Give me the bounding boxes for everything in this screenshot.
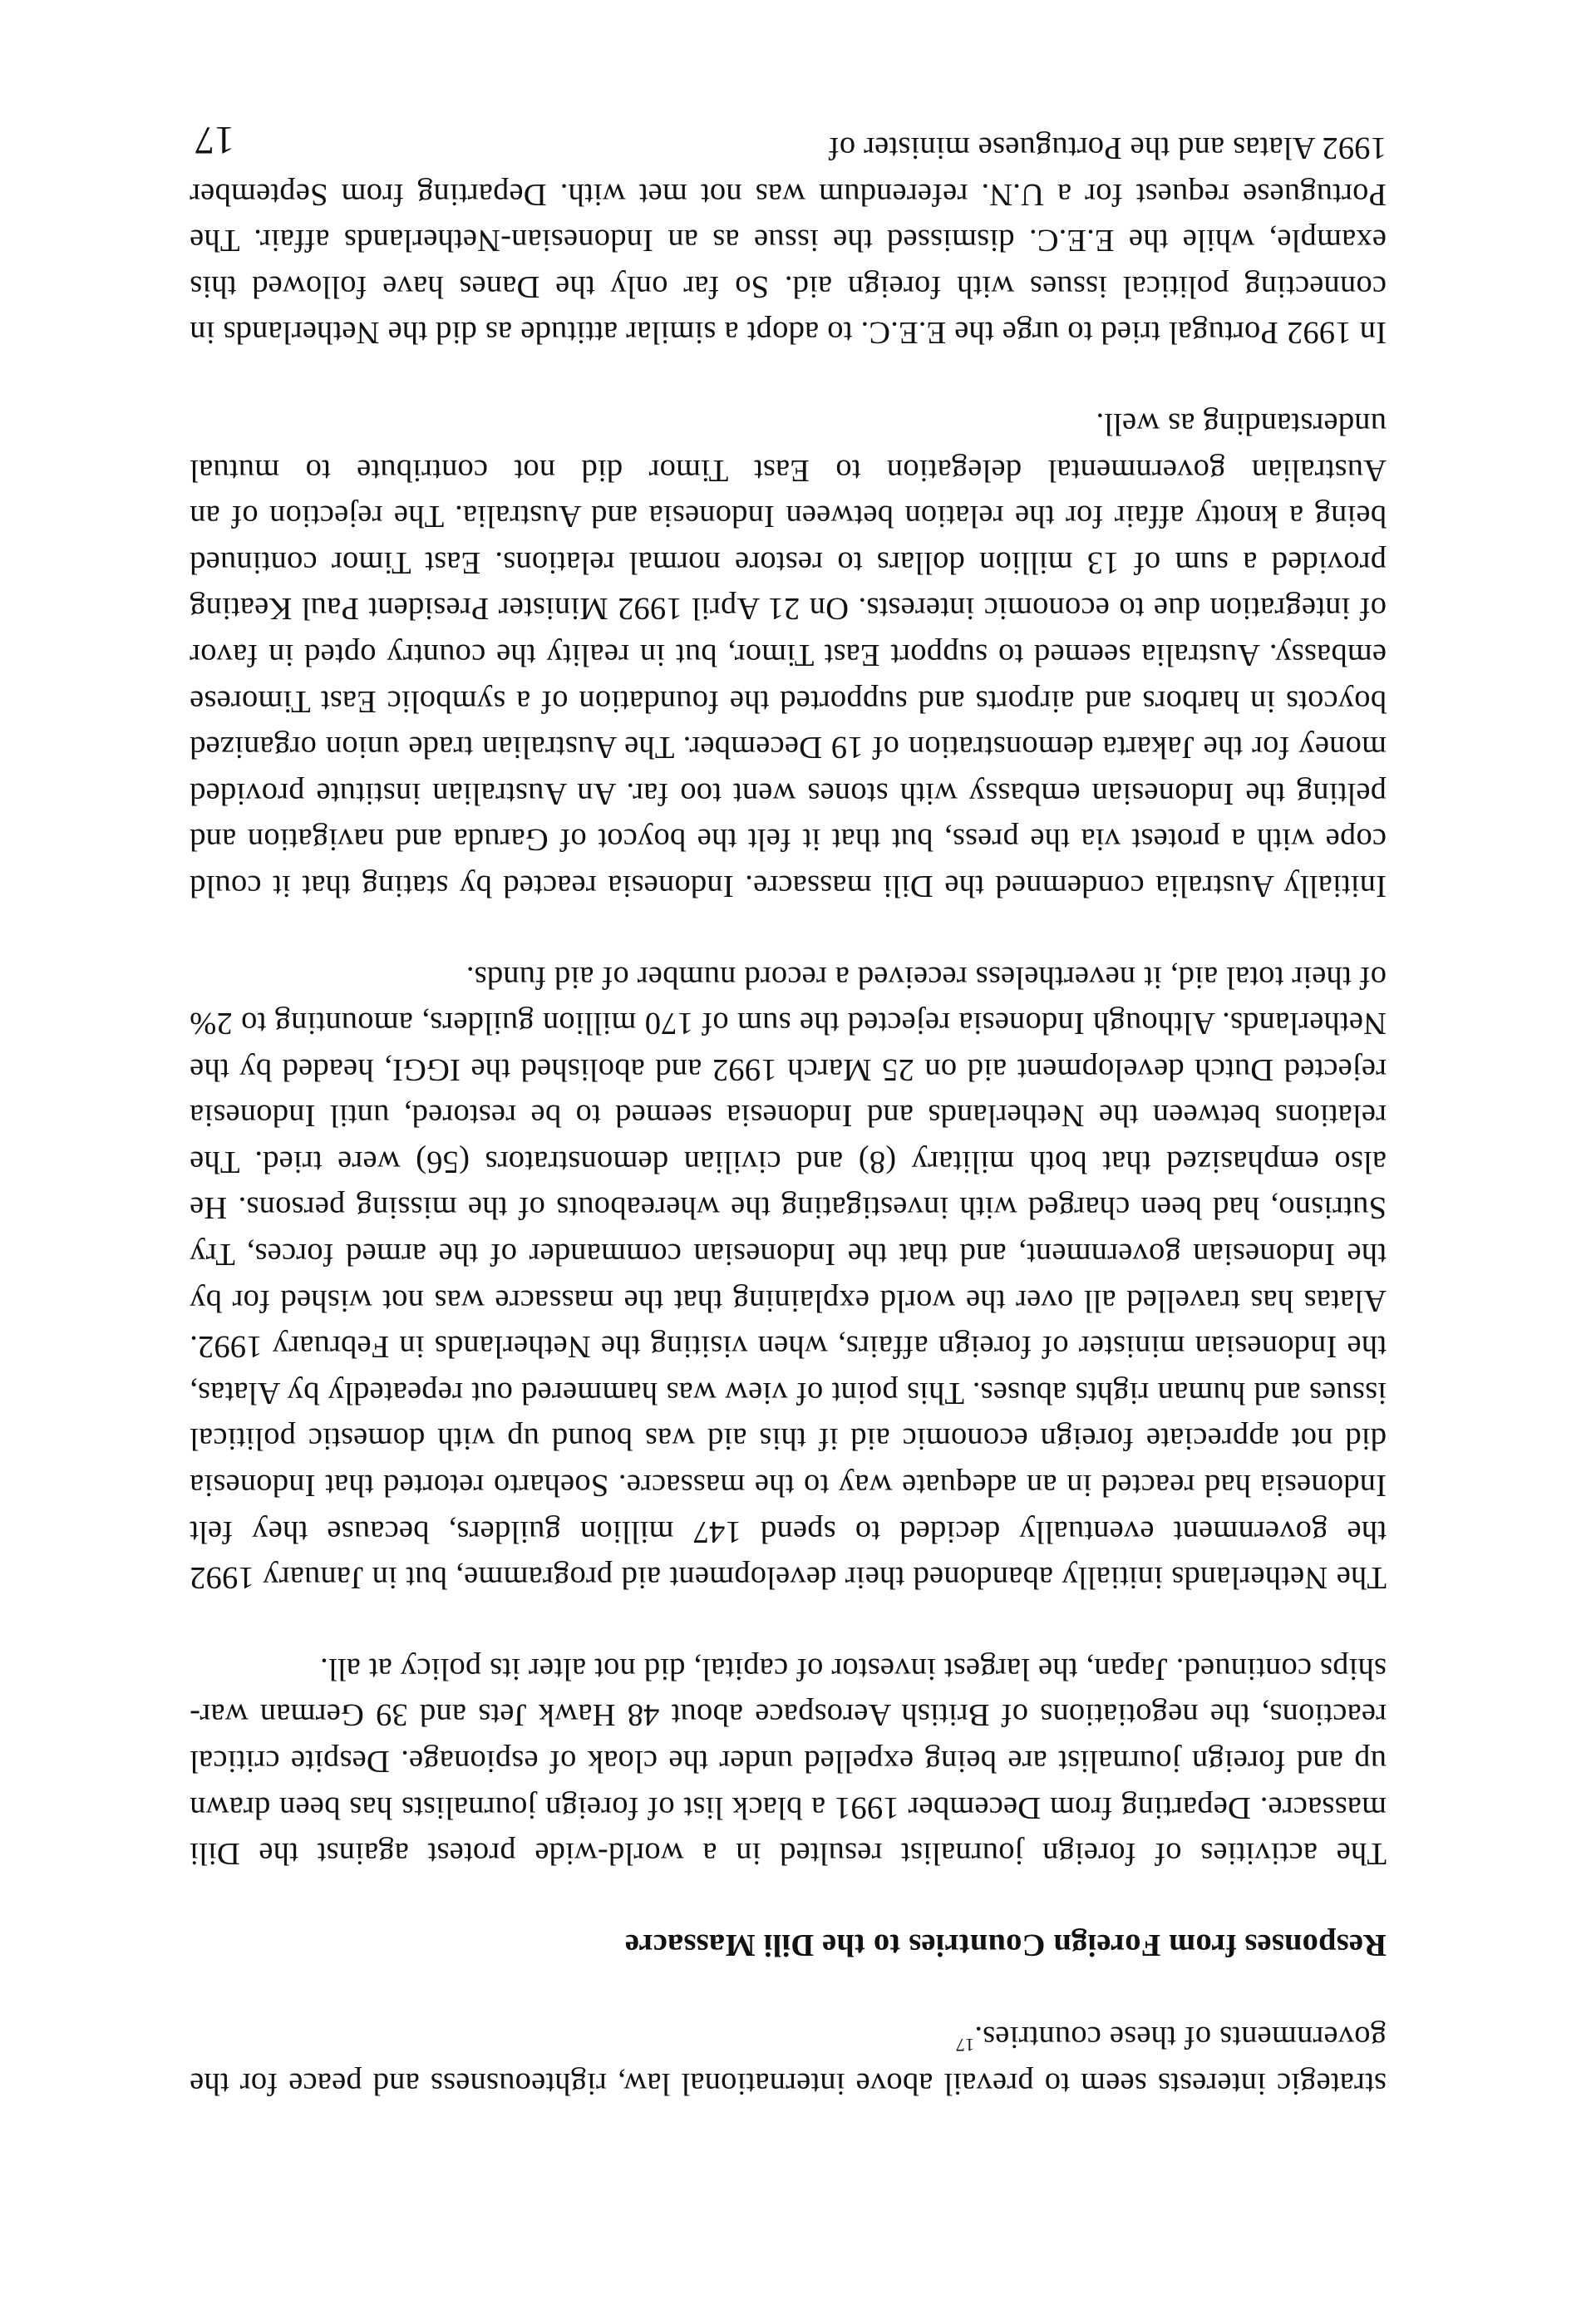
opening-paragraph [190, 2014, 1387, 2106]
page-body [190, 124, 1387, 2106]
footnote-reference: 17 [955, 2035, 975, 2056]
paragraph-australia: Initially Australia condemned the Dili massacre. Indonesia reacted by stating that it could cope with a protest via the press, but that it felt the boycot of Garuda and navigation and pelting the Indonesian embassy with stones went too far. An Australian institute provided money for the Jakarta demonstration of 19 December. The Australian trade union organized boycots in harbors and airports and supported the foundation of a symbolic East Timorese embassy. Australia seemed to support East Timor, but in reality the country opted in favor of integration due to economic interests. On 21 April 1992 Minister President Paul Keating provided a sum of 13 million dollars to restore normal relations. East Timor continued being a knotty affair for the relation between Indonesia and Australia. The rejection of an Australian governmental delegation to East Timor did not contribute to mutual understanding as well. [190, 406, 1387, 903]
paragraph-portugal: In 1992 Portugal tried to urge the E.E.C. to adopt a similar attitude as did the Netherlands in connecting political issues with foreign aid. So far only the Danes have followed this example, while the E.E.C. dismissed the issue as an Indonesian-Netherlands affair. The Portuguese request for a U.N. referendum was not met with. Departing from September 1992 Alatas and the Portuguese minister of [190, 130, 1387, 351]
section-heading: Responses from Foreign Countries to the Dili Massacre [624, 1927, 1387, 1962]
paragraph-netherlands: The Netherlands initially abandoned their development aid programme, but in January 1992 the government eventually decided to spend 147 million guilders, because they felt Indonesia had reacted in an adequate way to the massacre. Soeharto retorted that Indonesia did not appreciate foreign economic aid if this aid was bound up with domestic political issues and human rights abuses. This point of view was hammered out repeatedly by Alatas, the Indonesian minister of foreign affairs, when visiting the Netherlands in February 1992. Alatas has travelled all over the world explaining that the massacre was not wished for by the Indonesian government, and that the Indonesian commander of the armed forces, Try Sutrisno, had been charged with investigating the whereabouts of the missing persons. He also emphasized that both military (8) and civilian demonstrators (56) were tried. The relations between the Netherlands and Indonesia seemed to be restored, until Indonesia rejected Dutch development aid on 25 March 1992 and abolished the IGGI, headed by the Netherlands. Although Indonesia rejected the sum of 170 million guilders, amounting to 2% of their total aid, it nevertheless received a record number of aid funds. [190, 959, 1387, 1596]
opening-paragraph-text: strategic interests seem to prevail above international law, righteousness and peace for the governments of these countries. [190, 2020, 1387, 2101]
paragraph-foreign-journalists: The activities of foreign journalist resulted in a world-wide protest against the Dili massacre. Departing from December 1991 a black list of foreign journalists has been drawn up and foreign journalist are being expelled under the cloak of espionage. Despite critical reactions, the negotiations of British Aerospace about 48 Hawk Jets and 39 German war-ships continued. Japan, the largest investor of capital, did not alter its policy at all. [190, 1651, 1387, 1872]
page-number: 17 [195, 118, 234, 162]
